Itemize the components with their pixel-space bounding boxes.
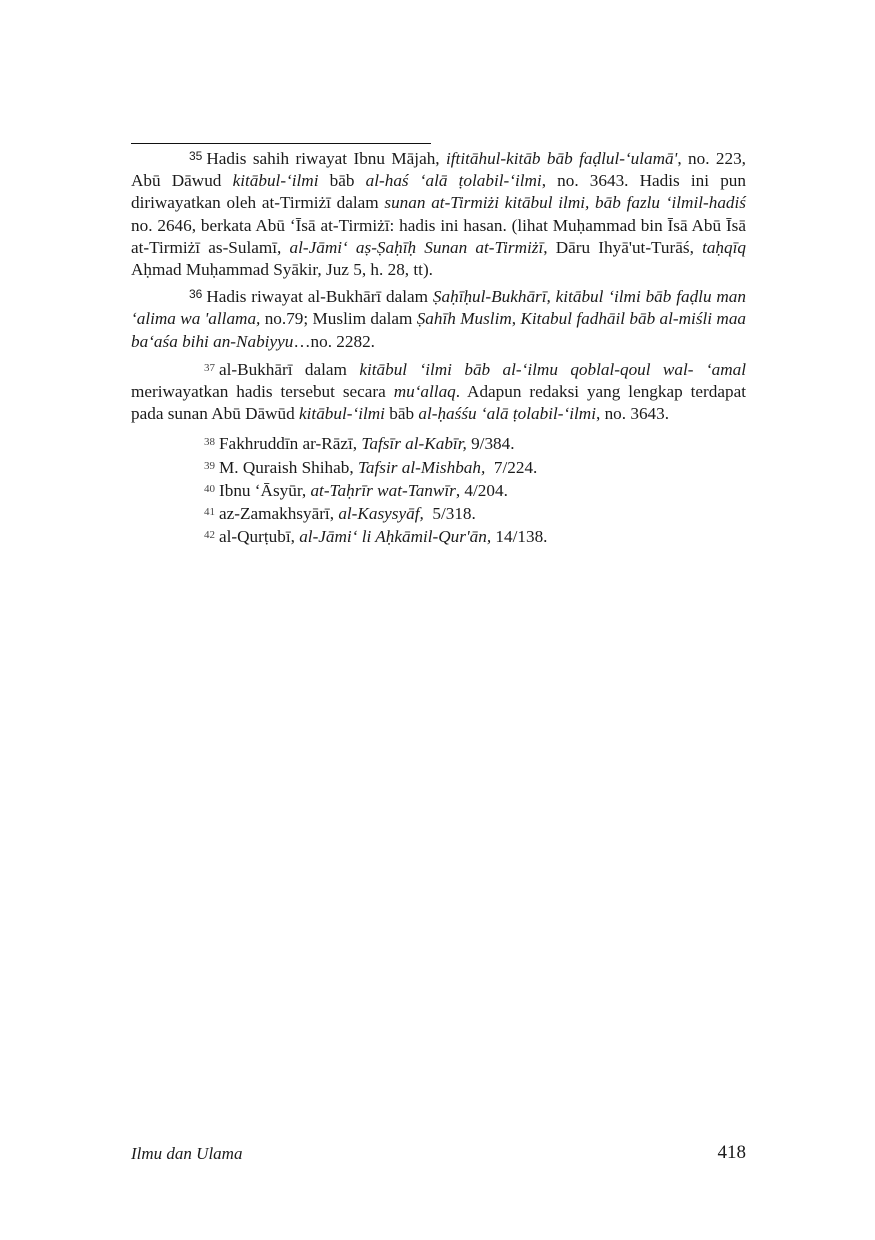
footnote-text: az-Zamakhsyārī, [219, 504, 339, 524]
footnote-text: 7/224. [485, 457, 538, 477]
footnote-italic: at-Taḥrīr wat-Tanwīr [310, 480, 456, 500]
footnote-text: al-Qurṭubī, [219, 527, 300, 547]
footnote-text: , 4/204. [455, 480, 508, 500]
footnote-italic: kitābul-‘ilmi [232, 171, 319, 191]
footnote-number: 37 [204, 361, 215, 374]
footnote-number: 35 [189, 149, 203, 163]
footnote-italic: mu‘allaq [393, 382, 456, 402]
footnote-text: 5/318. [423, 504, 476, 524]
footnote-text: , no. 223, Abū Dāwud [131, 149, 746, 191]
footnote-italic: al-ḥaśśu ‘alā ṭolabil-‘ilmi [418, 404, 596, 424]
footnote-text: meriwayatkan hadis tersebut secara [131, 382, 394, 402]
footnote-37 [131, 359, 746, 426]
footnote-42 [131, 526, 746, 548]
footnote-text: 9/384. [466, 434, 515, 454]
footnote-number: 39 [204, 459, 215, 472]
footnote-italic: al-haś ‘alā ṭolabil-‘ilmi [365, 171, 542, 191]
footnote-36 [131, 286, 746, 353]
footnote-text: , no. 3643. [595, 404, 670, 424]
footnote-italic: kitābul-‘ilmi [299, 404, 385, 424]
footnote-number: 41 [204, 506, 215, 519]
footnote-italic: sunan at-Tirmiżi kitābul ilmi, bāb fazlu ‘ilmil-hadiś [384, 193, 746, 213]
footnote-text: no.79; Muslim dalam [260, 309, 417, 329]
footnote-38 [131, 433, 746, 455]
footnote-italic: taḥqīq [702, 237, 746, 257]
footnote-text: , [511, 309, 521, 329]
footnote-italic: iftitāhul-kitāb bāb faḍlul-‘ulamā' [446, 149, 678, 168]
footnote-italic: Tafsir al-Mishbah, [357, 457, 486, 477]
footnote-text: …no. 2282. [293, 331, 375, 351]
footnote-number: 38 [204, 436, 215, 449]
footnote-italic: kitābul ‘ilmi bāb al-‘ilmu qoblal-qoul wal- ‘amal [359, 359, 747, 379]
footnote-text: 14/138. [491, 527, 548, 547]
footnote-text: Aḥmad Muḥammad Syākir, Juz 5, h. 28, tt). [131, 260, 433, 280]
footnote-text: , Dāru Ihyā'ut-Turāś, [543, 237, 703, 257]
footnote-separator-rule [131, 143, 431, 144]
footnote-text: bāb [384, 404, 419, 424]
footnote-text: bāb [318, 171, 366, 191]
footnote-41 [131, 503, 746, 525]
footnote-number: 40 [204, 482, 215, 495]
footnotes-section [131, 148, 746, 548]
footnote-text: Ibnu ‘Āsyūr, [219, 480, 311, 500]
page-number: 418 [717, 1142, 746, 1163]
footnote-italic: Kitabul fadhāil bāb al-miśli maa ba‘aśa bihi an-Nabiyyu [131, 309, 747, 351]
footnote-text: Fakhruddīn ar-Rāzī, [219, 434, 362, 454]
footnote-italic: al-Kasysyāf, [338, 504, 424, 524]
footnote-number: 36 [189, 287, 203, 302]
footnote-number: 42 [204, 529, 215, 542]
footnote-italic: al-Jāmi‘ li Aḥkāmil-Qur'ān, [299, 527, 492, 547]
footnote-40 [131, 480, 746, 502]
running-footer-title: Ilmu dan Ulama [131, 1144, 243, 1163]
footnote-italic: al-Jāmi‘ aṣ-Ṣaḥīḥ Sunan at-Tirmiżī [289, 237, 544, 257]
footnote-text: Hadis sahih riwayat Ibnu Mājah, [206, 149, 446, 168]
footnote-text: no. 2646, berkata Abū ‘Īsā at-Tirmiżī: hadis ini hasan. (lihat Muḥammad bin Īsā Abū Īsā at-Tirmiżī as-Sulamī, [131, 215, 746, 257]
footnote-35 [131, 148, 746, 281]
footnote-italic: Tafsīr al-Kabīr, [361, 434, 467, 454]
footnote-italic: Ṣaḥīḥul-Bukhārī, kitābul ‘ilmi bāb faḍlu man ‘alima wa 'allama, [131, 287, 746, 329]
footnote-39 [131, 457, 746, 479]
footnote-text: , no. 3643. Hadis ini pun diriwayatkan oleh at-Tirmiżī dalam [131, 171, 746, 213]
footnote-text: M. Quraish Shihab, [219, 457, 358, 477]
footnote-text: . Adapun redaksi yang lengkap terdapat pada sunan Abū Dāwūd [131, 382, 746, 424]
footnote-italic: Ṣahīh Muslim [416, 309, 512, 329]
footnote-text: al-Bukhārī dalam [219, 359, 360, 379]
footnote-text: Hadis riwayat al-Bukhārī dalam [206, 287, 433, 307]
